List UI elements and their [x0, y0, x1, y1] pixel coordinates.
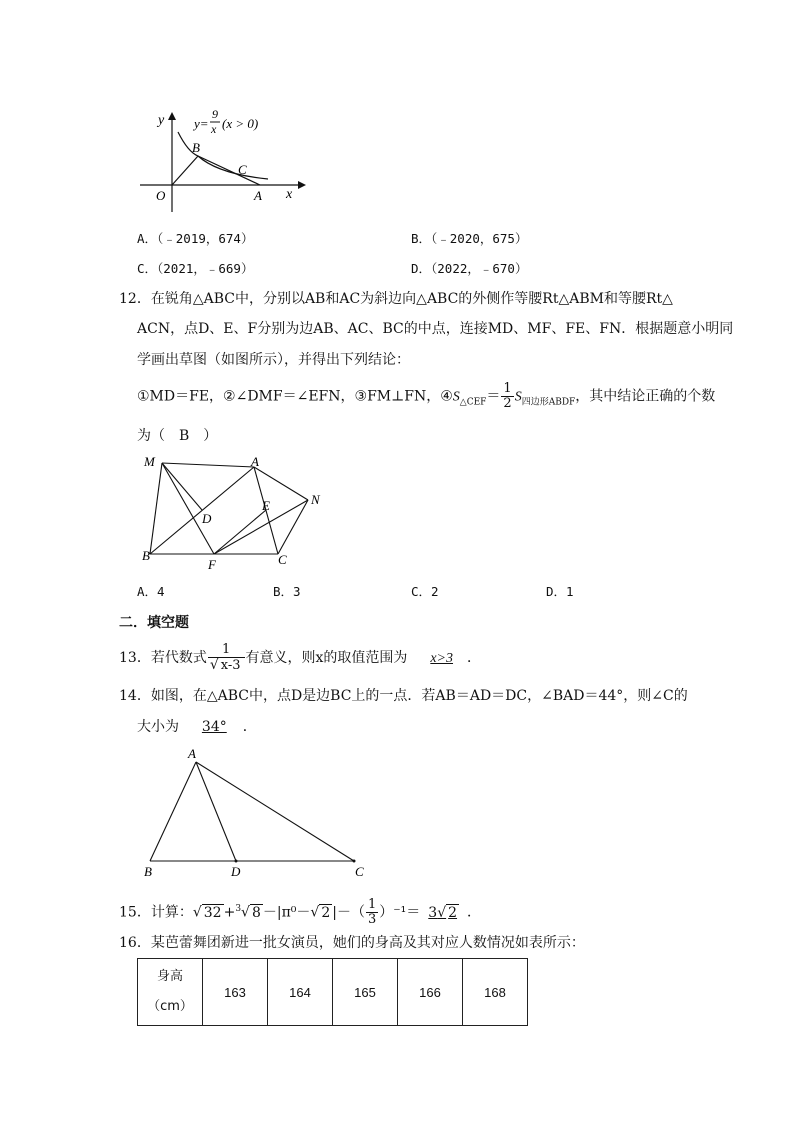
table-cell: 163 — [203, 959, 268, 1026]
q14-d-label: D — [231, 864, 241, 879]
q15-root1: 32 — [203, 904, 222, 921]
q14-line2: 大小为 34° ． — [137, 719, 257, 735]
q11-o-label: O — [156, 188, 166, 203]
table-cell: 165 — [333, 959, 398, 1026]
table-cell: 164 — [268, 959, 333, 1026]
table-row — [138, 959, 528, 1026]
q12-fraction: $\frac{1}{2}$ — [503, 381, 512, 411]
q12-line3: 学画出草图（如图所示），并得出下列结论： — [137, 352, 410, 368]
q15-answer: 3√ 2 — [428, 904, 458, 921]
q11-option-c: C．（2021，﹣669） — [137, 261, 254, 276]
table-cell: 168 — [463, 959, 528, 1026]
q11-eq-y: y= — [194, 116, 209, 131]
q14-answer: 34° — [201, 719, 227, 735]
q11-option-a: A．（﹣2019，674） — [137, 231, 254, 246]
q14-prefix: 大小为 — [137, 719, 179, 735]
q12-option-a: A．4 — [137, 584, 165, 599]
q13-fraction: $\frac{1}{√ x-3}$ — [208, 643, 245, 673]
q12-area-s1-sub: △CEF — [459, 397, 487, 408]
q14-c-label: C — [355, 864, 364, 879]
q15-prefix: 15．计算： — [119, 904, 193, 921]
q11-option-d: D．（2022，﹣670） — [411, 261, 528, 276]
q12-option-b: B．3 — [273, 584, 301, 599]
q13-line: 13．若代数式 $\frac{1}{√ x-3}$ 有意义，则x的取值范围为 x>3 ． — [119, 642, 482, 673]
q15-part4: |－（ — [332, 904, 365, 921]
q14-figure — [138, 742, 373, 882]
q12-equals: ＝ — [486, 388, 501, 405]
q12-line4 — [137, 382, 715, 411]
q12-area-s2: S — [514, 389, 522, 405]
q12-m-label: M — [144, 454, 155, 469]
q15-part3: －|π⁰－ — [262, 904, 311, 921]
height-table — [137, 958, 528, 1026]
q12-c-label: C — [278, 552, 287, 567]
q12-area-s1: S — [452, 389, 460, 405]
q12-e-label: E — [262, 498, 270, 513]
q11-c-label: C — [238, 162, 247, 177]
q11-eq-num: 9 — [212, 107, 218, 121]
section-title: 二．填空题 — [119, 615, 189, 631]
q11-eq-den: x — [211, 122, 217, 136]
q11-figure — [140, 100, 310, 215]
q12-n-label: N — [311, 492, 320, 507]
q12-conclusion-tail: ，其中结论正确的个数 — [575, 388, 716, 405]
q11-y-label: y — [158, 113, 165, 128]
q13-prefix: 13．若代数式 — [119, 650, 207, 666]
q14-a-label: A — [188, 746, 196, 761]
q15-part5: ）⁻¹＝ — [379, 904, 421, 921]
q11-b-label: B — [192, 140, 200, 155]
q11-option-b: B．（﹣2020，675） — [411, 231, 528, 246]
q15-root2: 8 — [251, 904, 261, 921]
q16-line: 16．某芭蕾舞团新进一批女演员，她们的身高及其对应人数情况如表所示： — [119, 935, 585, 951]
table-header-cell: 身高 （cm） — [138, 959, 203, 1026]
q15-line: 15．计算：√ 32 +$^3$√ 8 －|π⁰－√ 2 |－（ $\frac{1}{3}$ ）⁻¹＝ 3√ 2 ． — [119, 897, 482, 927]
q12-option-d: D．1 — [546, 584, 574, 599]
q12-f-label: F — [208, 557, 216, 572]
q11-a-label: A — [254, 188, 262, 203]
q12-b-label: B — [142, 548, 150, 563]
q14-b-label: B — [144, 864, 152, 879]
q14-line1: 14．如图，在△ABC中，点D是边BC上的一点．若AB＝AD＝DC，∠BAD＝44°，则∠C的 — [119, 688, 688, 704]
q12-figure — [138, 450, 338, 575]
q11-x-label: x — [286, 187, 293, 202]
q12-line2: ACN，点D、E、F分别为边AB、AC、BC的中点，连接MD、MF、FE、FN．根据题意小明同 — [137, 321, 734, 337]
q12-d-label: D — [202, 511, 212, 526]
q12-line1: 12．在锐角△ABC中，分别以AB和AC为斜边向△ABC的外侧作等腰Rt△ABM和等腰Rt△ — [119, 291, 673, 307]
q12-area-s2-sub: 四边形ABDF — [521, 397, 576, 408]
q15-root3: 2 — [321, 904, 331, 921]
q15-cube-index: 3 — [235, 903, 242, 914]
q13-answer: x>3 — [430, 651, 454, 666]
q12-a-label: A — [251, 454, 259, 469]
table-cell: 166 — [398, 959, 463, 1026]
q12-answer-line: 为（ B ） — [137, 428, 218, 444]
q12-option-c: C．2 — [411, 584, 439, 599]
q13-middle: 有意义，则x的取值范围为 — [245, 650, 408, 666]
q15-fraction: $\frac{1}{3}$ — [367, 897, 377, 927]
q12-conclusions: ①MD＝FE，②∠DMF＝∠EFN，③FM⊥FN，④ — [137, 388, 453, 405]
q11-eq-cond: (x > 0) — [222, 116, 259, 131]
